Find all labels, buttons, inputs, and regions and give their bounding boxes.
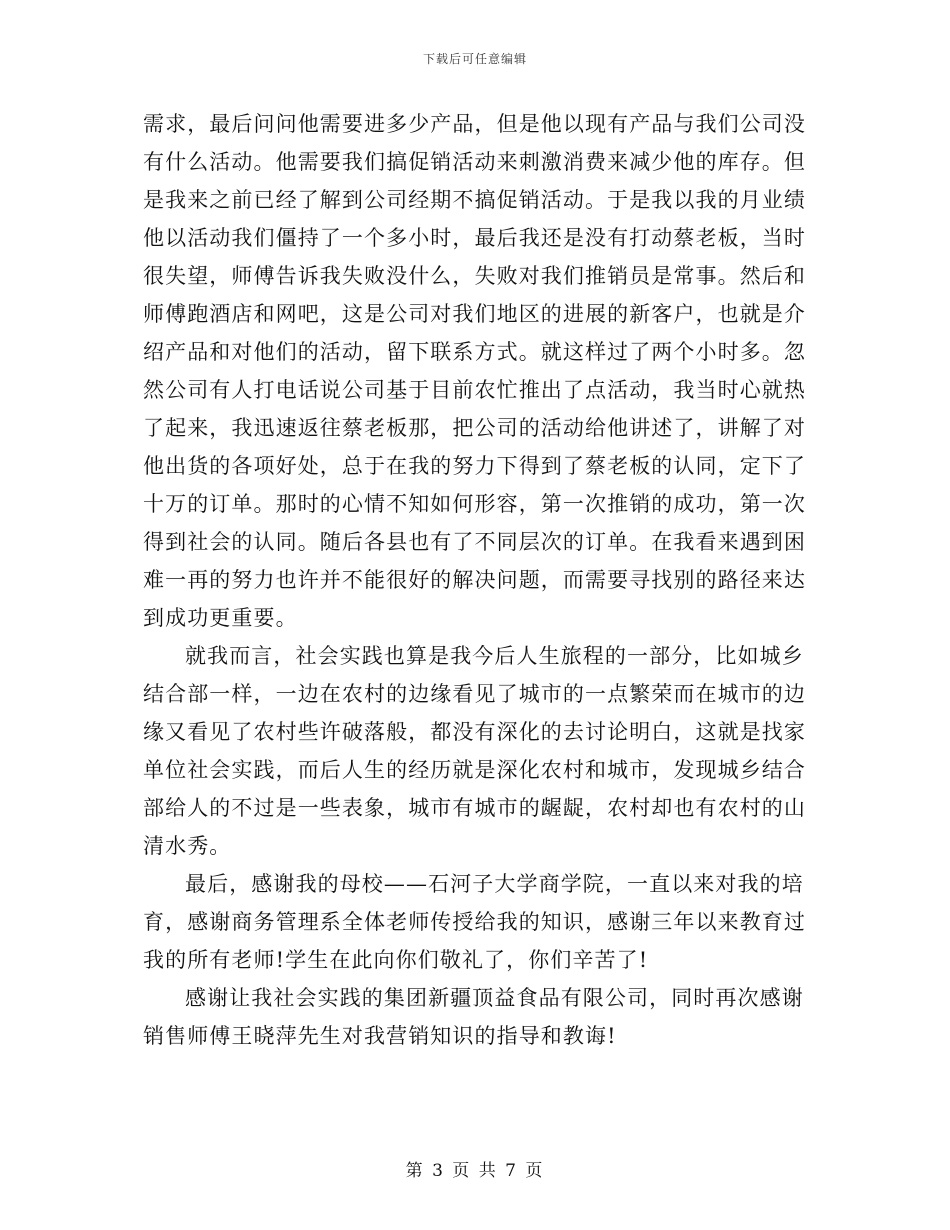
body-line: 他以活动我们僵持了一个多小时，最后我还是没有打动蔡老板，当时 [143, 226, 806, 250]
body-line: 育，感谢商务管理系全体老师传授给我的知识，感谢三年以来教育过 [143, 910, 806, 934]
page-header: 下载后可任意编辑 [422, 52, 527, 66]
paragraph-first-line: 感谢让我社会实践的集团新疆顶益食品有限公司，同时再次感谢 [185, 986, 804, 1010]
body-line: 难一再的努力也许并不能很好的解决问题，而需要寻找别的路径来达 [143, 568, 806, 592]
document-body [143, 105, 806, 1055]
body-line: 很失望，师傅告诉我失败没什么，失败对我们推销员是常事。然后和 [143, 264, 806, 288]
paragraph-first-line: 最后，感谢我的母校——石河子大学商学院，一直以来对我的培 [185, 872, 804, 896]
body-line: 他出货的各项好处，总于在我的努力下得到了蔡老板的认同，定下了 [143, 454, 806, 478]
body-line: 是我来之前已经了解到公司经期不搞促销活动。于是我以我的月业绩 [143, 188, 806, 212]
paragraph-first-line: 就我而言，社会实践也算是我今后人生旅程的一部分，比如城乡 [185, 644, 804, 668]
body-line: 我的所有老师!学生在此向你们敬礼了，你们辛苦了! [143, 948, 649, 972]
body-line: 销售师傅王晓萍先生对我营销知识的指导和教诲! [143, 1024, 617, 1048]
body-line: 清水秀。 [143, 834, 232, 858]
body-line: 师傅跑酒店和网吧，这是公司对我们地区的进展的新客户，也就是介 [143, 302, 806, 326]
body-line: 结合部一样，一边在农村的边缘看见了城市的一点繁荣而在城市的边 [143, 682, 806, 706]
body-line: 到成功更重要。 [143, 606, 298, 630]
body-line: 绍产品和对他们的活动，留下联系方式。就这样过了两个小时多。忽 [143, 340, 806, 364]
body-line: 十万的订单。那时的心情不知如何形容，第一次推销的成功，第一次 [143, 492, 806, 516]
page-number-footer: 第 3 页 共 7 页 [405, 1161, 545, 1181]
body-line: 了起来，我迅速返往蔡老板那，把公司的活动给他讲述了，讲解了对 [143, 416, 806, 440]
body-line: 然公司有人打电话说公司基于目前农忙推出了点活动，我当时心就热 [143, 378, 806, 402]
body-line: 有什么活动。他需要我们搞促销活动来刺激消费来减少他的库存。但 [143, 150, 806, 174]
body-line: 单位社会实践，而后人生的经历就是深化农村和城市，发现城乡结合 [143, 758, 806, 782]
body-line: 部给人的不过是一些表象，城市有城市的龌龊，农村却也有农村的山 [143, 796, 806, 820]
body-line: 得到社会的认同。随后各县也有了不同层次的订单。在我看来遇到困 [143, 530, 806, 554]
body-line: 需求，最后问问他需要进多少产品，但是他以现有产品与我们公司没 [143, 112, 806, 136]
body-line: 缘又看见了农村些许破落般，都没有深化的去讨论明白，这就是找家 [143, 720, 806, 744]
